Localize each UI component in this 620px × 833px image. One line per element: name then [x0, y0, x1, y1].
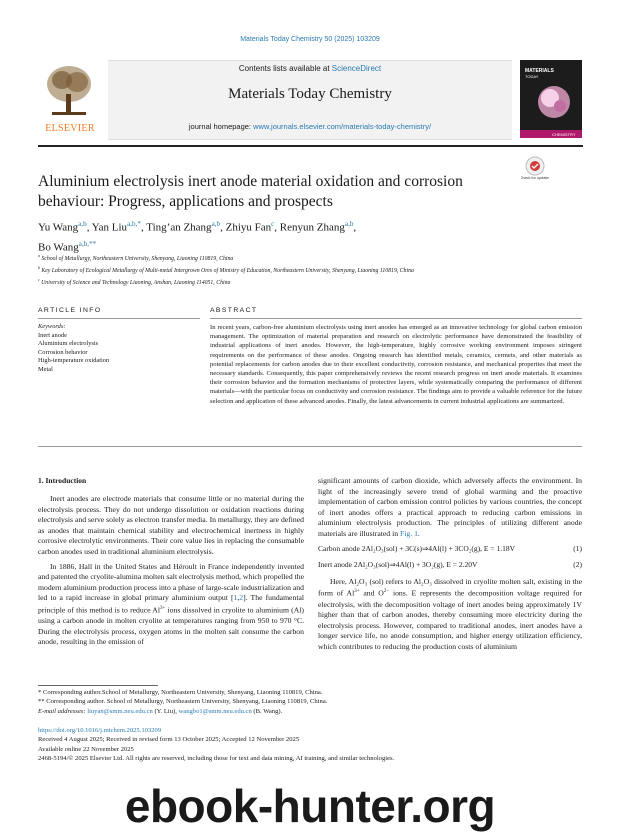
keywords-block: [38, 323, 200, 375]
author: Bo Wang: [38, 241, 79, 254]
affiliation: $^b$ Key Laboratory of Ecological Metallurgy of Multi-metal Intergrown Ores of Ministry of Education, Northeastern University, Shenyang, Liaoning 110819, China: [38, 265, 414, 274]
affiliation: $^c$ University of Science and Technology Liaoning, Anshan, Liaoning 114051, China: [38, 277, 231, 286]
sciencedirect-link[interactable]: ScienceDirect: [331, 64, 382, 73]
keyword: High-temperature oxidation: [38, 357, 110, 365]
author-affil-mark: a,b: [211, 220, 221, 228]
check-updates-label: Check for updates: [521, 176, 549, 180]
divider: [210, 318, 582, 319]
section-heading: 1. Introduction: [38, 476, 87, 485]
keyword: Corrosion behavior: [38, 348, 88, 356]
journal-title: Materials Today Chemistry: [228, 86, 392, 102]
footnotes: [38, 688, 583, 716]
author: Ting’an Zhang: [146, 221, 212, 234]
keyword: Inert anode: [38, 331, 67, 339]
figure-link[interactable]: Fig. 1: [399, 528, 418, 538]
citation-link[interactable]: 1: [233, 593, 238, 603]
received-dates: Received 4 August 2025; Received in revised form 13 October 2025; Accepted 12 November 2025: [38, 736, 300, 744]
citation-link[interactable]: 2: [239, 593, 244, 603]
author-affil-mark: a,b,*: [127, 220, 141, 228]
email-link[interactable]: wangbo1@smm.neu.edu.cn: [178, 707, 252, 715]
paragraph: Here, Al₂O₃ (sol) refers to Al₂O₃ dissolved in cryolite molten salt, existing in the form of $Al^{3+}$ and $O^{2-}$ ions. E represents the decomposition voltage required for electrolysis, with the decomposition voltage of inert anodes being approximately 1V higher than that of carbon anodes, thereby consuming more electricity during the electrolysis process. However, compared to traditional anodes, inert anodes have a longer service life, no anode consumption, and higher energy utilization efficiency, which contributes to reducing the production costs of aluminium: [318, 576, 582, 651]
homepage-link[interactable]: www.journals.elsevier.com/materials-today-chemistry/: [253, 122, 432, 131]
author-list: Yu Wang$^{a,b}$, Yan Liu$^{a,b,*}$, Ting’an Zhang$^{a,b}$, Zhiyu Fan$^c$, Renyun Zhang$^{a,b}$, Bo Wang$^{a,b,**}$: [38, 220, 357, 254]
body-right-column: [318, 476, 582, 656]
email-link[interactable]: liuyan@smm.neu.edu.cn: [87, 707, 153, 715]
email-line: E-mail addresses: liuyan@smm.neu.edu.cn (Y. Liu), wangbo1@smm.neu.edu.cn (B. Wang).: [38, 707, 283, 715]
divider: [38, 446, 582, 447]
paragraph: significant amounts of carbon dioxide, which adversely affects the environment. In light of the increasingly severe trend of global warming and the proactive implementation of carbon emission control policies by various countries, the concept of inert anodes offers a practical approach to reducing carbon emissions in aluminium electrolysis production. The principles of utilizing different anode materials are illustrated in Fig. 1.: [318, 476, 582, 538]
contents-line: Contents lists available at ScienceDirect: [238, 64, 382, 73]
footnote-rule: [38, 685, 158, 686]
watermark: ebook-hunter.org: [124, 780, 496, 832]
footnote: * Corresponding author.School of Metallurgy, Northeastern University, Shenyang, Liaoning 110819, China.: [38, 689, 323, 696]
keyword: Aluminium electrolysis: [38, 340, 99, 348]
paragraph: Inert anodes are electrode materials that consume little or no material during the electrolysis process. They do not undergo dissolution or oxidation reactions during electrolysis and serve solely as electron transfer media. In metallurgy, they are defined as anodes that maintain chemical stability and electrochemical inertness in highly corrosive electrolytic environments. Their core value lies in replacing the consumable carbon anodes used in traditional aluminium electrolysis.: [38, 494, 304, 556]
author: Yu Wang: [38, 221, 79, 234]
svg-text:MATERIALS: MATERIALS: [525, 68, 554, 74]
doi-link[interactable]: https://doi.org/10.1016/j.mtchem.2025.103209: [38, 727, 162, 734]
check-for-updates-badge[interactable]: [521, 155, 549, 185]
author-affil-mark: a,b: [78, 220, 87, 228]
online-date: Available online 22 November 2025: [38, 745, 134, 753]
author-affil-mark: a,b: [344, 220, 354, 228]
copyright: 2468-5194/© 2025 Elsevier Ltd. All rights are reserved, including those for text and data mining, AI training, and similar technologies.: [38, 755, 395, 763]
abstract-text: In recent years, carbon-free aluminium electrolysis using inert anodes has emerged as an innovative technology for global carbon emission management. The optimization of material preparation and research on electrolytic performance have demonstrated the feasibility of industrial applications of inert anodes. However, the high-temperature, highly corrosive working environment imposes stringent requirements on the performance of these anodes. Ongoing research has identified metals, ceramics, cermets, and other materials as potential replacements for carbon anodes due to their excellent conductivity, corrosion resistance, and mechanical properties that meet the necessary standards. Consequently, this paper comprehensively reviews the recent research progress on inert anode materials. It examines their corrosion behavior and the formation mechanisms of protective layers, while systematically comparing the performance of different materials—with the particular focus on conductivity and corrosion resistance. The findings aim to provide a valuable reference for the future selection and application of these advanced anodes. Finally, the latest advancements in current industrial applications are summarized.: [210, 324, 582, 405]
abstract-heading: ABSTRACT: [210, 307, 258, 314]
svg-text:CHEMISTRY: CHEMISTRY: [552, 132, 576, 137]
footnote: ** Corresponding author. School of Metallurgy, Northeastern University, Shenyang, Liaoning 110819, China.: [38, 698, 328, 706]
keyword: Metal: [38, 365, 53, 373]
journal-cover-image[interactable]: [520, 60, 582, 138]
author-affil-mark: c: [271, 220, 275, 228]
article-title: Aluminium electrolysis inert anode material oxidation and corrosion behaviour: Progress, applications and prospects: [38, 173, 463, 210]
header-rule: [38, 145, 583, 147]
author: Zhiyu Fan: [225, 221, 272, 234]
author-affil-mark: a,b,**: [78, 239, 97, 248]
elsevier-wordmark: ELSEVIER: [45, 123, 95, 134]
author: Yan Liu: [91, 221, 128, 234]
affiliation: $^a$ School of Metallurgy, Northeastern University, Shenyang, Liaoning 110819, China: [38, 254, 234, 262]
svg-text:TODAY: TODAY: [525, 74, 539, 79]
author: Renyun Zhang: [279, 221, 345, 234]
article-info-heading: ARTICLE INFO: [38, 307, 102, 314]
affiliations: [38, 252, 578, 288]
elsevier-tree-logo: [38, 60, 100, 132]
divider: [38, 318, 200, 319]
keywords-label: Keywords:: [38, 323, 66, 330]
paragraph: In 1886, Hall in the United States and Héroult in France independently invented and patented the cryolite-alumina molten salt electrolysis method, which propelled the modern aluminium production process into a phase of large-scale industrialization and led to a rapid increase in global primary aluminium output [1,2]. The fundamental principle of this method is to reduce $Al^{3+}$ ions dissolved in cryolite to aluminium (Al) using a carbon anode in molten cryolite at temperatures ranging from 950 to 970 °C. During the electrolysis process, oxygen atoms in the molten salt consume the carbon anode, resulting in the emission of: [38, 561, 305, 647]
equation-1: Carbon anode 2Al₂O₃(sol) + 3C(s)⇒4Al(l) + 3CO₂(g), E = 1.18V (1): [318, 543, 582, 553]
journal-reference[interactable]: Materials Today Chemistry 50 (2025) 103209: [240, 36, 380, 43]
body-left-column: [38, 494, 304, 652]
homepage-line: journal homepage: www.journals.elsevier.com/materials-today-chemistry/: [188, 122, 432, 131]
equation-2: Inert anode 2Al₂O₃(sol)⇒4Al(l) + 3O₂(g), E = 2.20V (2): [318, 560, 582, 570]
publication-info: [38, 726, 583, 764]
